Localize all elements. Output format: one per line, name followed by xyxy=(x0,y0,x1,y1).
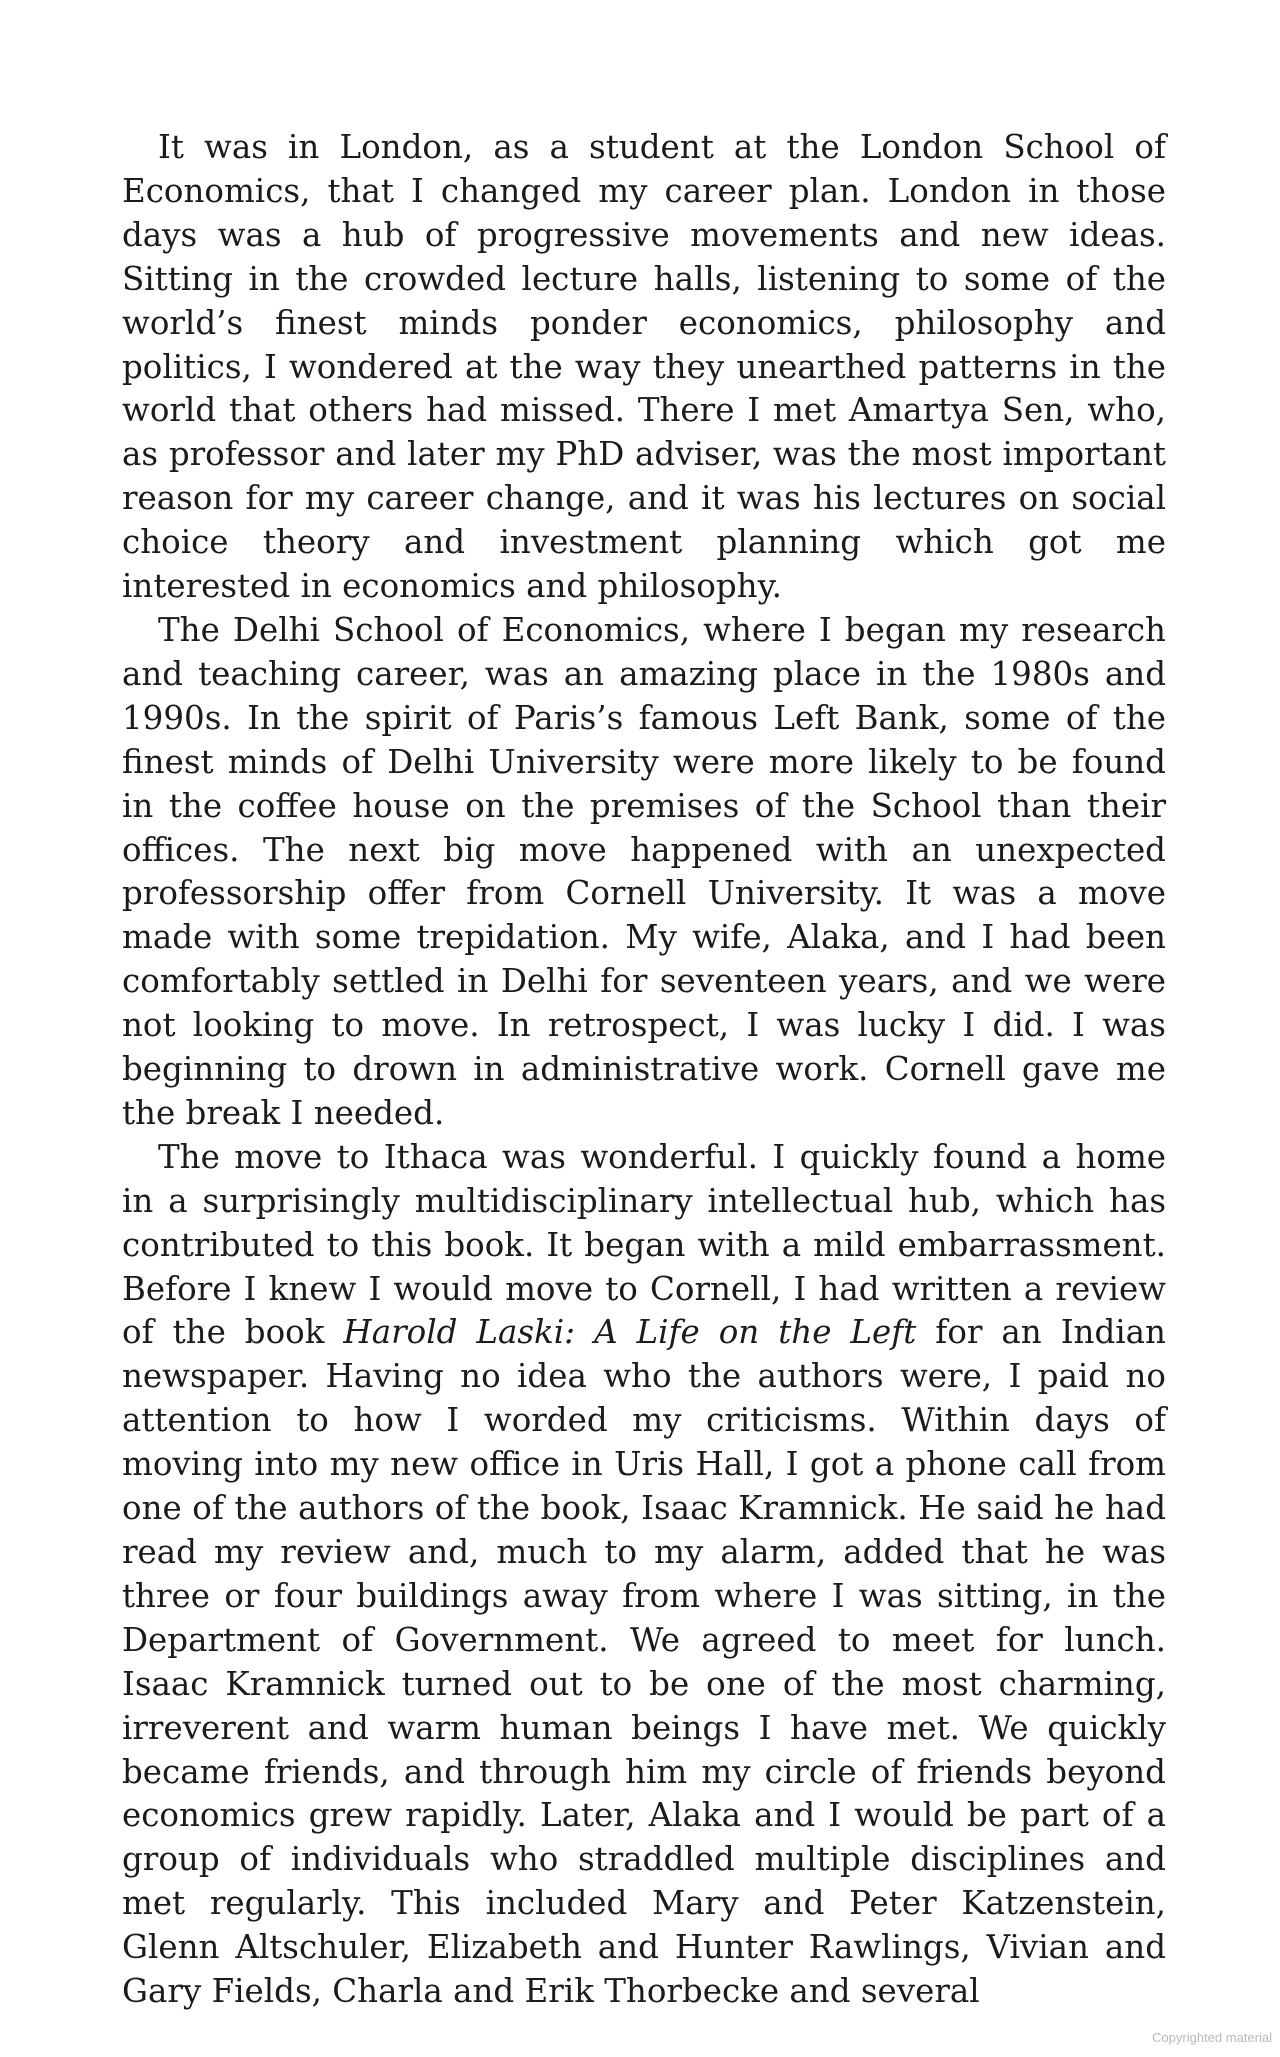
paragraph-london: It was in London, as a student at the London School of Economics, that I changed my career plan. London in those days was a hub of progressive movements and new ideas. Sitting in the crowded lecture halls, listening to some of the world’s finest minds ponder economics, philosophy and politics, I wondered at the way they unearthed patterns in the world that others had missed. There I met Amartya Sen, who, as professor and later my PhD adviser, was the most important reason for my career change, and it was his lectures on social choice theory and investment planning which got me interested in economics and philosophy. xyxy=(122,128,1166,606)
paragraph-ithaca xyxy=(122,1136,1166,2014)
paragraph-ithaca-after: for an Indian newspaper. Having no idea who the authors were, I paid no attention to how I worded my criticisms. Within days of moving into my new office in Uris Hall, I got a phone call from one of the authors of the book, Isaac Kramnick. He said he had read my review and, much to my alarm, added that he was three or four buildings away from where I was sitting, in the Department of Government. We agreed to meet for lunch. Isaac Kramnick turned out to be one of the most charming, irreverent and warm human beings I have met. We quickly became friends, and through him my circle of friends beyond economics grew rapidly. Later, Alaka and I would be part of a group of individuals who straddled multiple disciplines and met regularly. This included Mary and Peter Katzenstein, Glenn Altschuler, Elizabeth and Hunter Rawlings, Vivian and Gary Fields, Charla and Erik Thorbecke and several xyxy=(122,1313,1166,2011)
book-title: Harold Laski: A Life on the Left xyxy=(343,1313,917,1352)
paragraph-delhi: The Delhi School of Economics, where I began my research and teaching career, was an amazing place in the 1980s and 1990s. In the spirit of Paris’s famous Left Bank, some of the finest minds of Delhi University were more likely to be found in the coffee house on the premises of the School than their offices. The next big move happened with an unexpected professorship offer from Cornell University. It was a move made with some trepidation. My wife, Alaka, and I had been comfortably settled in Delhi for seventeen years, and we were not looking to move. In retrospect, I was lucky I did. I was beginning to drown in administrative work. Cornell gave me the break I needed. xyxy=(122,610,1166,1132)
paragraph-ithaca-before: The move to Ithaca was wonderful. I quickly found a home in a surprisingly multidisciplinary intellectual hub, which has contributed to this book. It began with a mild embarrassment. Before I knew I would move to Cornell, I had written a review of the book xyxy=(122,1137,1166,1352)
copyright-watermark: Copyrighted material xyxy=(1152,2030,1272,2045)
page-body xyxy=(122,126,1166,2014)
